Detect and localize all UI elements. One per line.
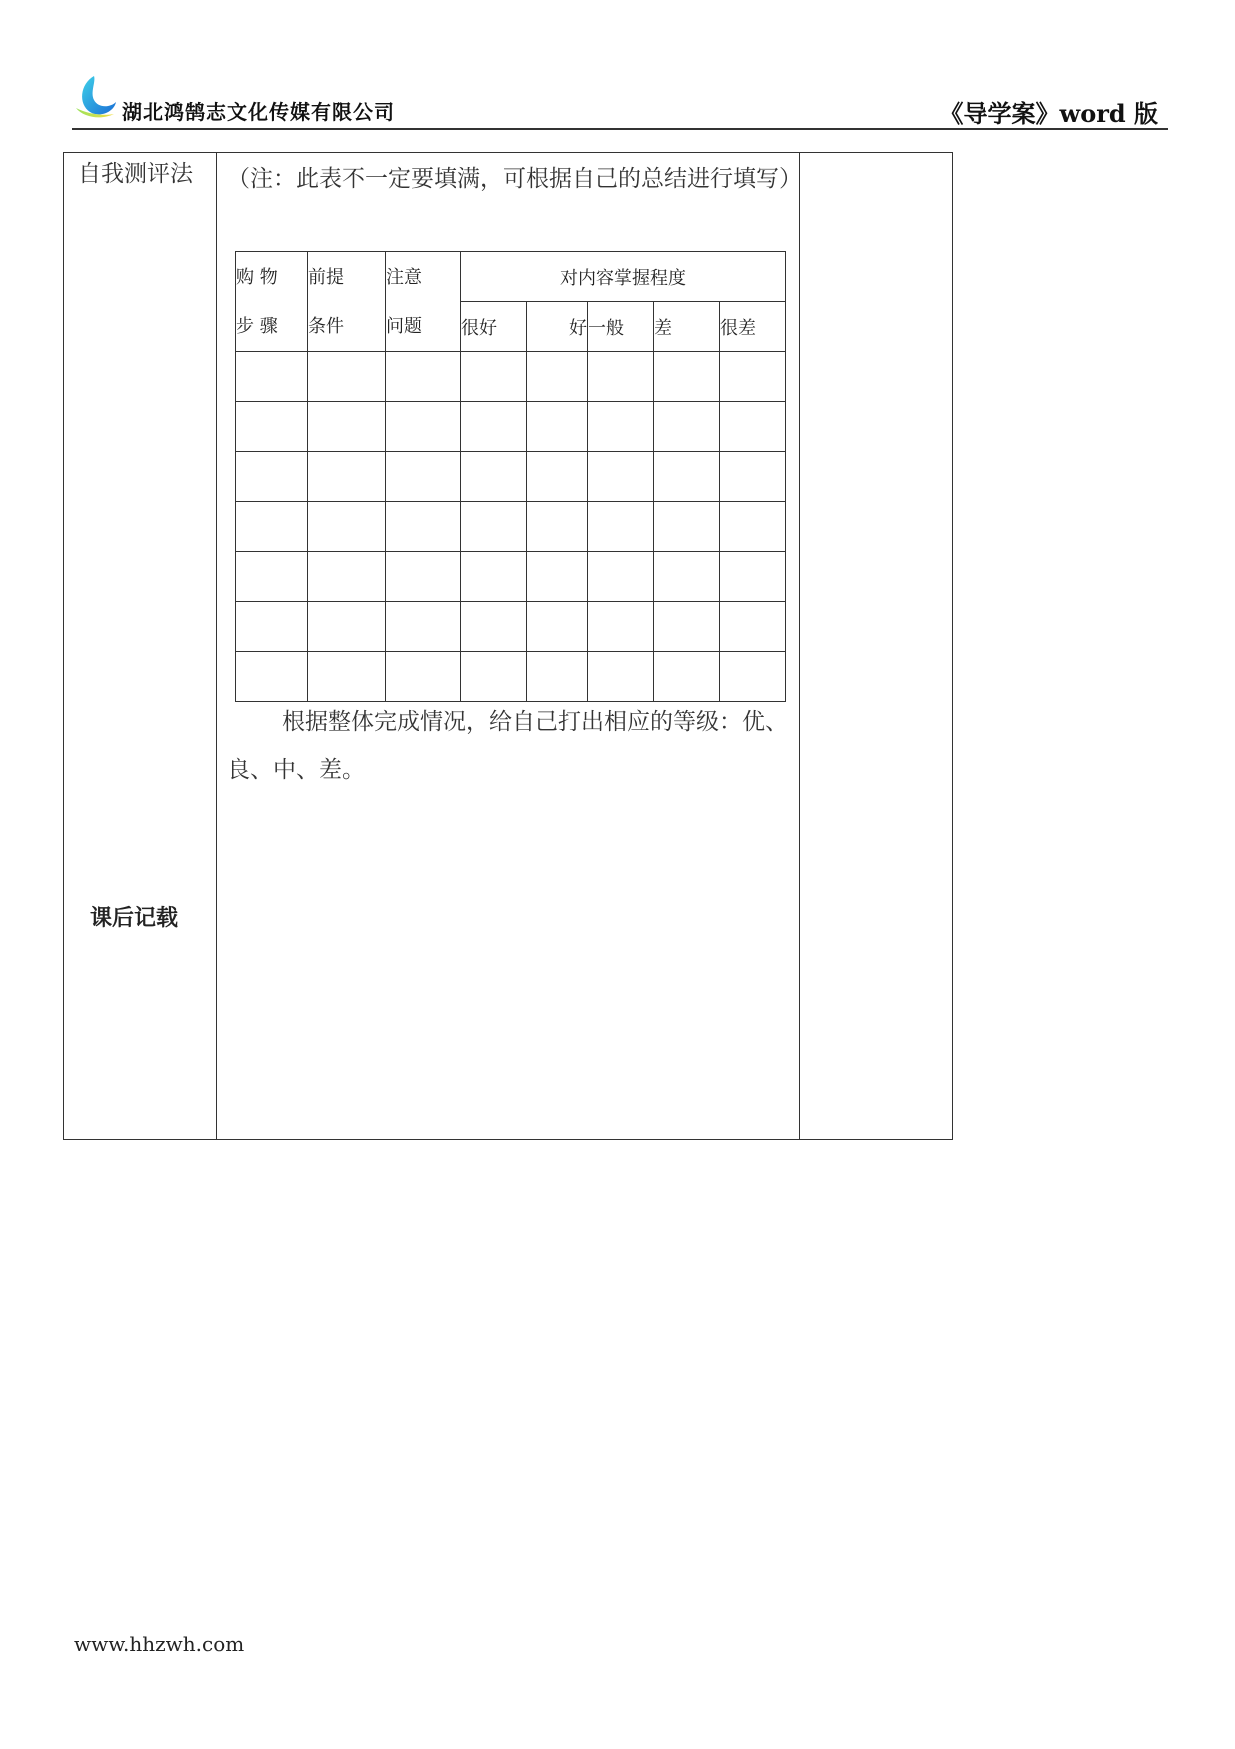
empty-cell [236,602,308,652]
empty-cell [236,552,308,602]
table-row [236,652,786,702]
empty-cell [527,402,588,452]
empty-cell [236,402,308,452]
empty-cell [386,652,461,702]
header-premise [308,252,386,352]
empty-cell [461,602,527,652]
empty-cell [386,452,461,502]
header-text: 注意 [386,266,422,288]
header-issue [386,252,461,352]
empty-cell [308,352,386,402]
document-type: 《导学案》word 版 [939,99,1158,128]
header-shopping-step [236,252,308,352]
empty-cell [386,502,461,552]
empty-cell [588,352,654,402]
empty-cell [308,452,386,502]
empty-cell [720,552,786,602]
table-row [236,352,786,402]
empty-cell [308,552,386,602]
grade-instruction: 根据整体完成情况，给自己打出相应的等级：优、良、中、差。 [227,709,788,783]
empty-cell [308,602,386,652]
empty-cell [386,552,461,602]
empty-cell [654,652,720,702]
empty-cell [720,502,786,552]
table-row [236,602,786,652]
empty-cell [588,452,654,502]
empty-cell [527,652,588,702]
empty-cell [236,352,308,402]
empty-cell [527,502,588,552]
empty-cell [461,402,527,452]
empty-cell [308,502,386,552]
empty-cell [308,652,386,702]
empty-cell [654,552,720,602]
empty-cell [720,452,786,502]
empty-cell [720,402,786,452]
empty-cell [654,602,720,652]
table-row [236,402,786,452]
empty-cell [527,552,588,602]
empty-cell [654,402,720,452]
empty-cell [588,502,654,552]
level-very-good: 很好 [461,302,527,352]
after-class-record-label: 课后记载 [90,906,179,931]
level-very-poor: 很差 [720,302,786,352]
column-divider [216,153,217,1139]
empty-cell [527,602,588,652]
empty-cell [461,502,527,552]
company-logo-icon [74,74,122,122]
empty-cell [720,352,786,402]
lesson-frame-table [63,152,953,1140]
table-row [236,452,786,502]
level-average: 一般 [588,302,654,352]
self-evaluation-grid [235,251,786,702]
table-row [236,552,786,602]
empty-cell [386,402,461,452]
header-text: 问题 [386,315,422,337]
grid-body [236,352,786,702]
empty-cell [461,652,527,702]
empty-cell [654,352,720,402]
header-text: 前提 [308,266,344,288]
empty-cell [236,502,308,552]
header-mastery: 对内容掌握程度 [461,252,786,302]
empty-cell [308,402,386,452]
header-text: 购 物 [236,266,278,288]
empty-cell [236,652,308,702]
empty-cell [386,352,461,402]
empty-cell [588,602,654,652]
page-header [72,70,1168,132]
empty-cell [654,452,720,502]
empty-cell [461,352,527,402]
table-row [236,502,786,552]
column-divider [799,153,800,1139]
self-evaluation-label: 自我测评法 [78,161,193,187]
header-text: 条件 [308,315,344,337]
empty-cell [461,452,527,502]
empty-cell [588,402,654,452]
empty-cell [461,552,527,602]
level-poor: 差 [654,302,720,352]
empty-cell [720,652,786,702]
empty-cell [720,602,786,652]
empty-cell [386,602,461,652]
empty-cell [588,652,654,702]
empty-cell [527,452,588,502]
empty-cell [527,352,588,402]
empty-cell [236,452,308,502]
company-name: 湖北鸿鹄志文化传媒有限公司 [122,100,395,124]
empty-cell [654,502,720,552]
header-divider [72,128,1168,130]
empty-cell [588,552,654,602]
header-text: 步 骤 [236,315,278,337]
level-good: 好 [527,302,588,352]
fill-in-note: （注：此表不一定要填满，可根据自己的总结进行填写） [227,166,802,192]
footer-url: www.hhzwh.com [74,1632,245,1656]
